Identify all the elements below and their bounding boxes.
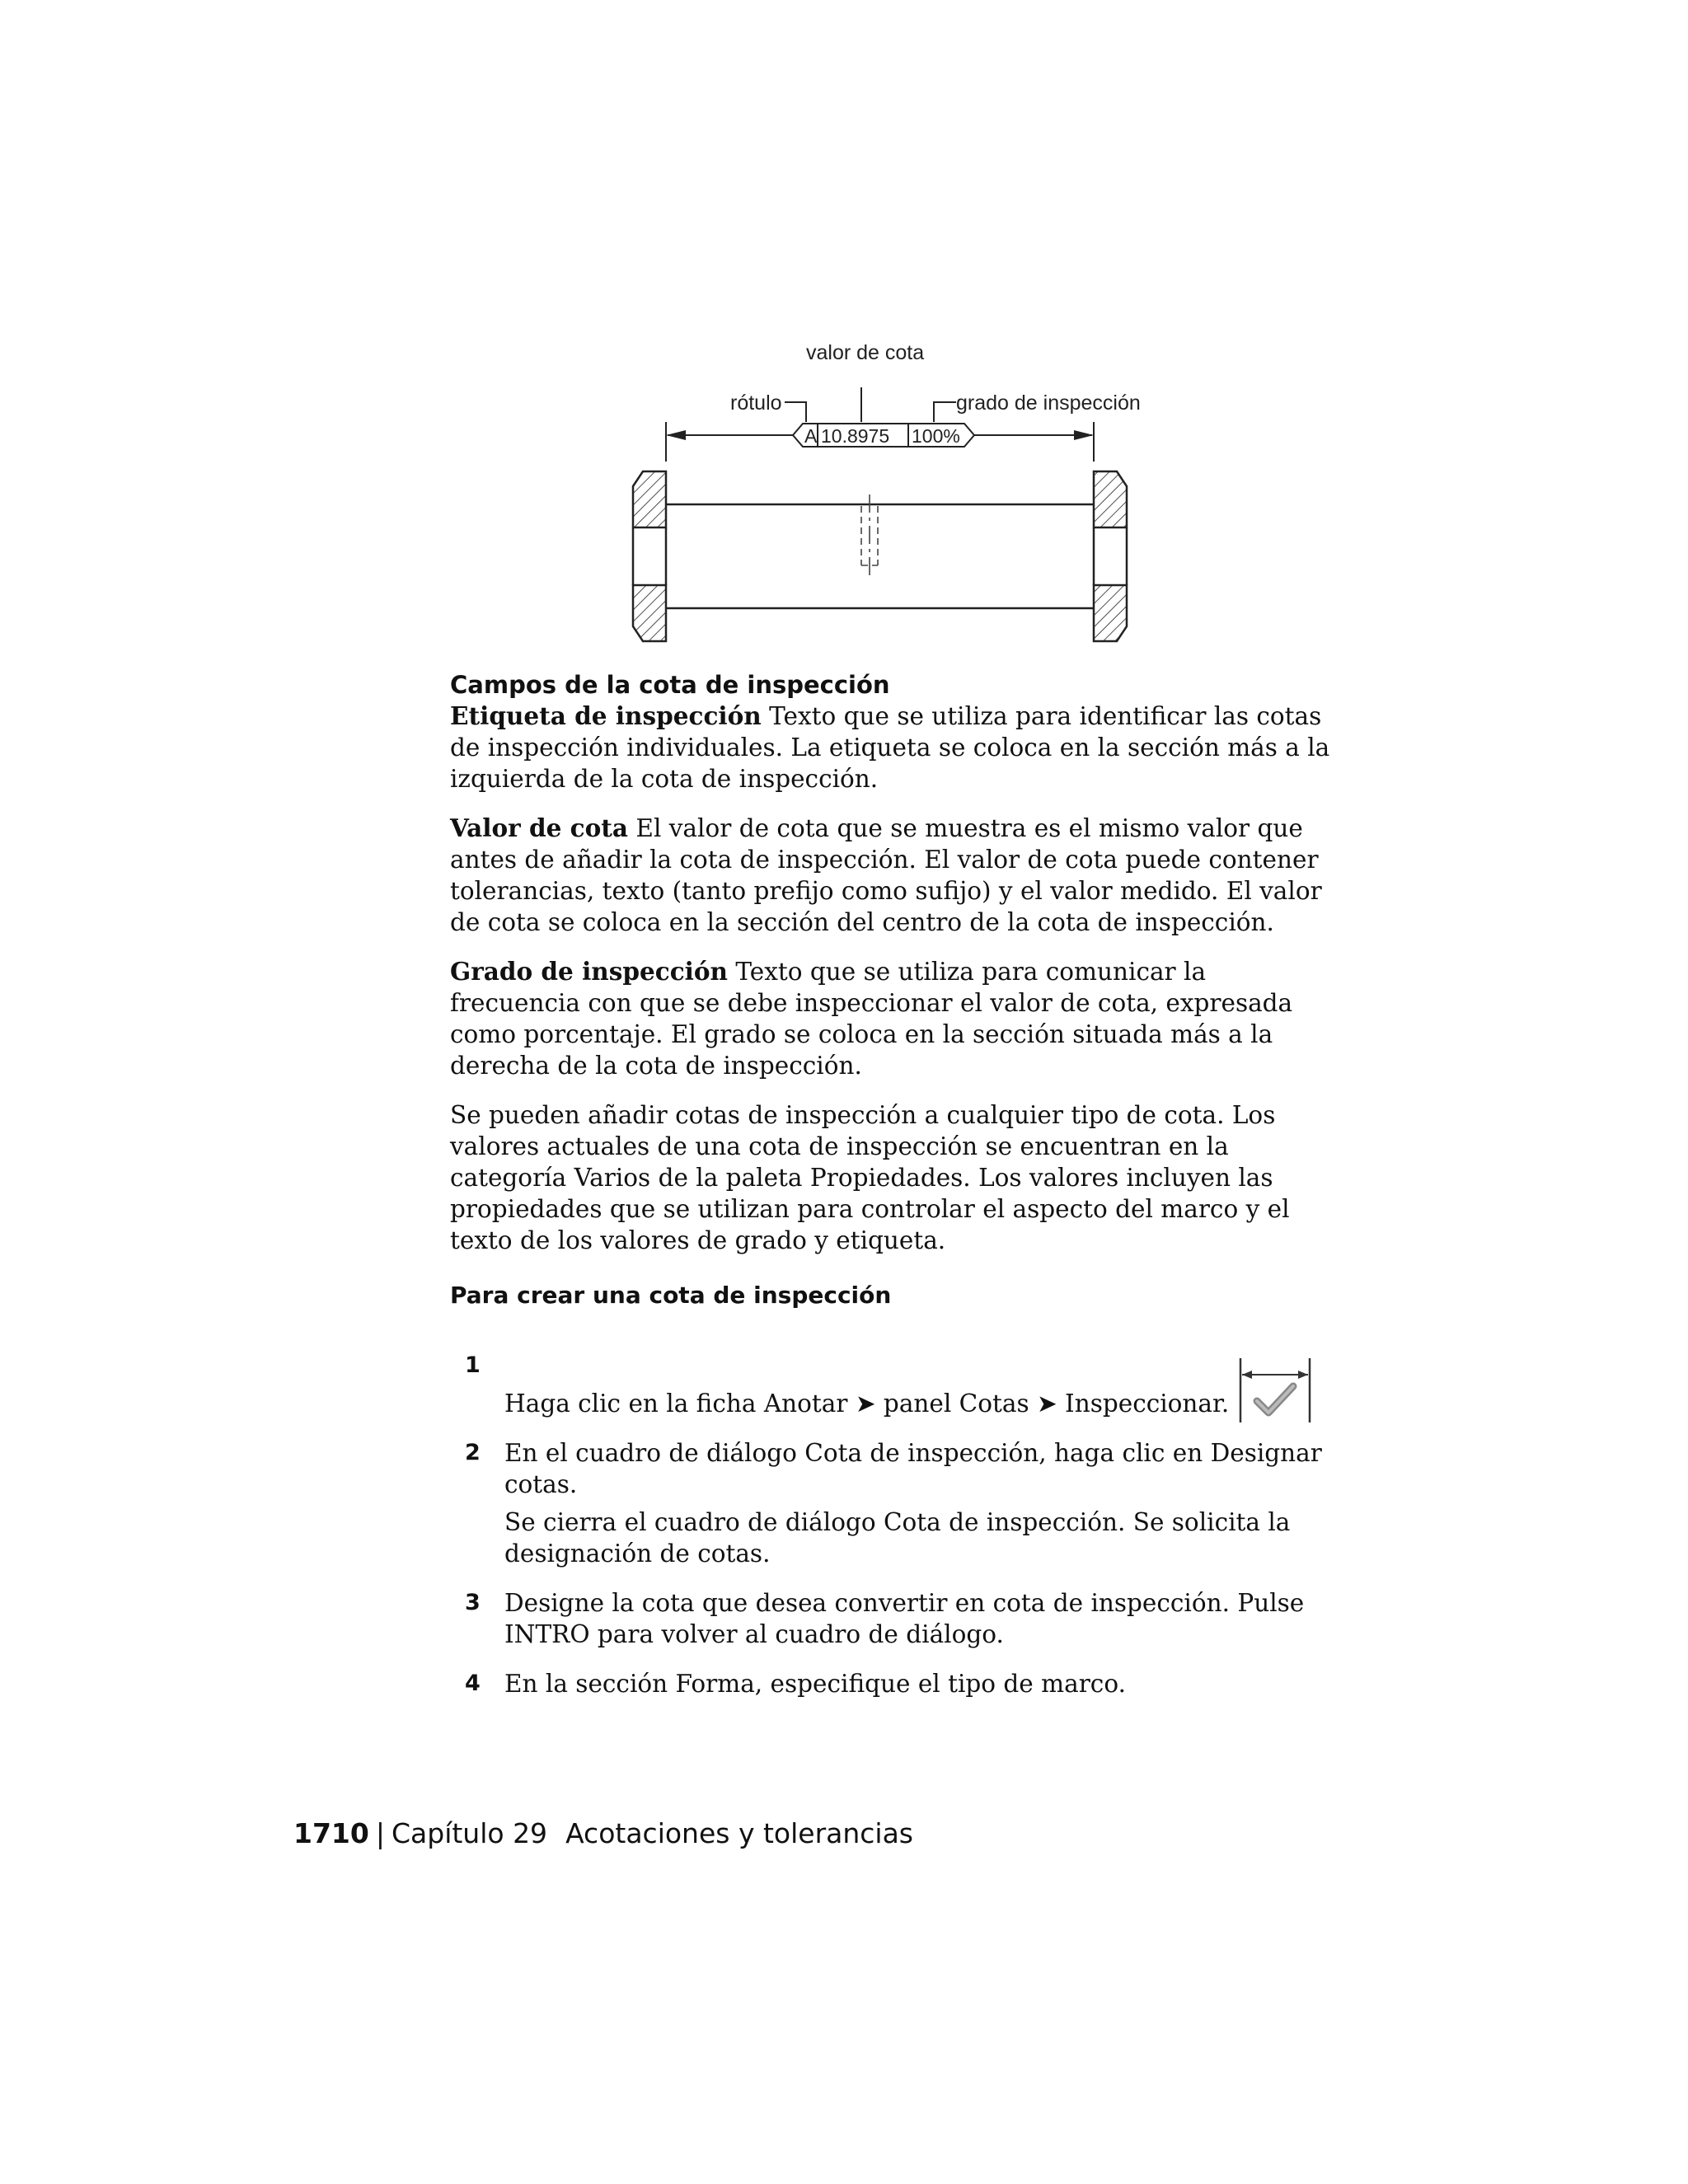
page-number: 1710: [293, 1817, 369, 1849]
inspection-frame: [793, 424, 974, 447]
step-text: En el cuadro de diálogo Cota de inspección, haga clic en Designar cotas.: [504, 1439, 1322, 1498]
step-text: En la sección Forma, especifique el tipo de marco.: [504, 1670, 1126, 1698]
frame-label-text: A: [804, 425, 818, 447]
frame-value-text: 10.8975: [821, 425, 890, 447]
text-label: Texto que se utiliza para identificar las cotas de inspección individuales. La etiqueta se coloca en la sección más a la izquierda de la cota de inspección.: [450, 702, 1330, 793]
chapter-number: Capítulo 29: [391, 1817, 548, 1849]
paragraph-label: [450, 701, 1340, 794]
hidden-hole: [861, 494, 878, 577]
inspect-dimension-icon: [1237, 1355, 1313, 1424]
footer-separator: |: [375, 1817, 385, 1849]
step-number: 1: [465, 1352, 481, 1378]
procedure-steps: [450, 1350, 1340, 1699]
frame-rate-text: 100%: [912, 425, 960, 447]
paragraph-inspection-rate: [450, 956, 1340, 1081]
label-inspection-rate: grado de inspección: [956, 391, 1141, 415]
paragraph-dimension-value: [450, 813, 1340, 938]
step-1: [450, 1350, 1340, 1419]
right-flange: [1094, 471, 1127, 641]
inspection-dimension-figure: [610, 330, 1170, 659]
part-body: [666, 504, 1094, 608]
step-number: 3: [465, 1590, 481, 1615]
step-number: 4: [465, 1671, 481, 1696]
term-inspection-rate: Grado de inspección: [450, 957, 729, 986]
label-dimension-value: valor de cota: [806, 341, 925, 364]
step-3: [450, 1587, 1340, 1650]
term-label: Etiqueta de inspección: [450, 701, 762, 730]
step-4: [450, 1668, 1340, 1699]
term-dimension-value: Valor de cota: [450, 813, 629, 842]
figure-drawing: [610, 330, 1170, 659]
body-paragraph: Se pueden añadir cotas de inspección a cualquier tipo de cota. Los valores actuales de una cota de inspección se encuentran en la categoría Varios de la paleta Propiedades. Los valores incluyen las propiedades que se utilizan para controlar el aspecto del marco y el texto de los valores de grado y etiqueta.: [450, 1101, 1290, 1254]
arrow-left: [666, 430, 686, 440]
text-dimension-value: El valor de cota que se muestra es el mismo valor que antes de añadir la cota de inspección. El valor de cota puede contener tolerancias, texto (tanto prefijo como sufijo) y el valor medido. El valor de cota se coloca en la sección del centro de la cota de inspección.: [450, 814, 1322, 936]
left-flange: [633, 471, 666, 641]
leader-lines: [785, 387, 956, 422]
page-content: [450, 669, 1340, 1718]
step-text: Haga clic en la ficha Anotar ➤ panel Cotas ➤ Inspeccionar.: [504, 1390, 1230, 1418]
step-text: Designe la cota que desea convertir en cota de inspección. Pulse INTRO para volver al cuadro de diálogo.: [504, 1589, 1305, 1648]
page-footer: [293, 1817, 913, 1850]
step-2: [450, 1437, 1340, 1569]
label-label: rótulo: [730, 391, 782, 415]
step-result: Se cierra el cuadro de diálogo Cota de inspección. Se solicita la designación de cotas.: [504, 1508, 1291, 1568]
arrow-right: [1074, 430, 1094, 440]
chapter-title: Acotaciones y tolerancias: [565, 1817, 914, 1849]
section-heading: Campos de la cota de inspección: [450, 671, 890, 699]
text-inspection-rate: Texto que se utiliza para comunicar la frecuencia con que se debe inspeccionar el valor de cota, expresada como porcentaje. El grado se coloca en la sección situada más a la derecha de la cota de inspección.: [450, 958, 1293, 1080]
procedure-heading: Para crear una cota de inspección: [450, 1282, 892, 1309]
step-number: 2: [465, 1440, 481, 1465]
